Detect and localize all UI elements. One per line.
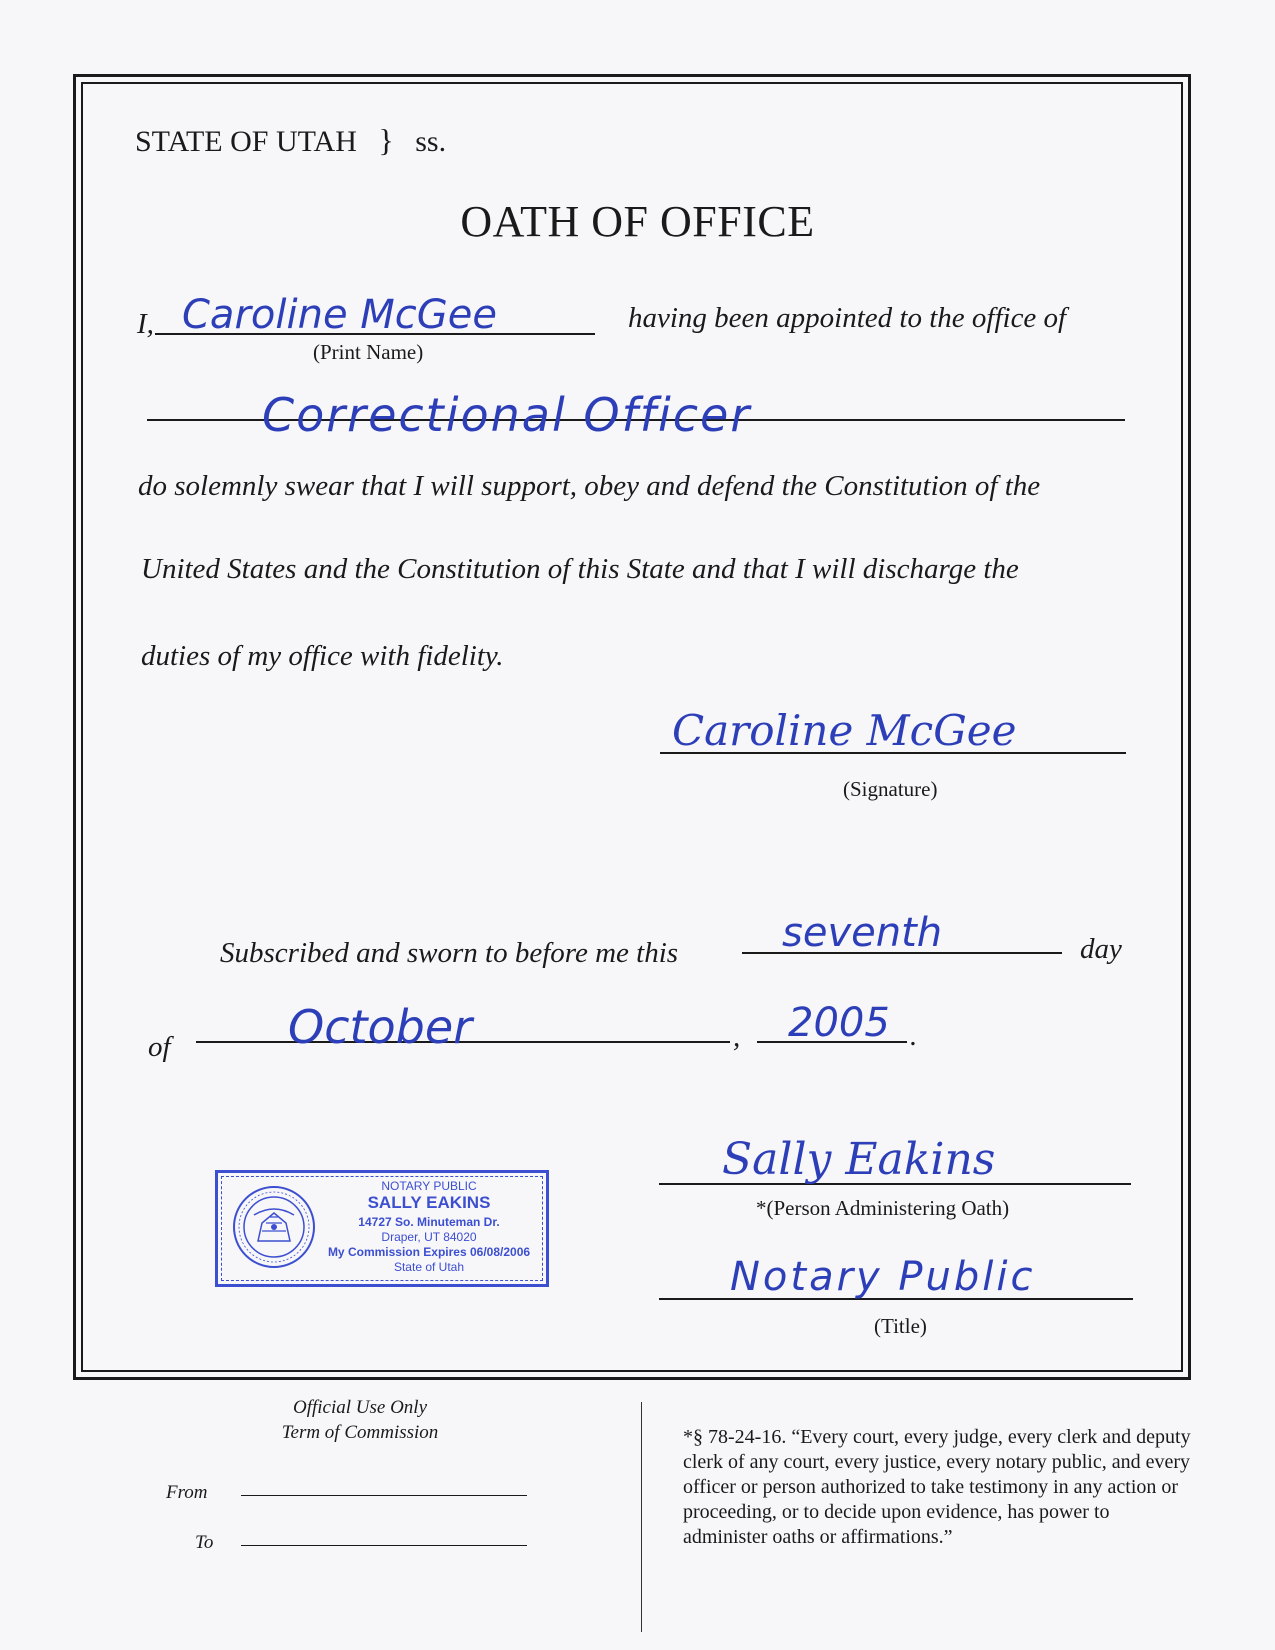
stamp-line-5: My Commission Expires 06/08/2006 <box>327 1245 531 1259</box>
notary-stamp <box>215 1170 549 1287</box>
footer-divider <box>641 1402 642 1632</box>
appointed-text: having been appointed to the office of <box>628 302 1067 334</box>
period-glyph: . <box>910 1020 918 1052</box>
state-seal-icon <box>232 1185 316 1269</box>
from-label: From <box>166 1482 208 1503</box>
document-title: OATH OF OFFICE <box>460 197 815 246</box>
office-handwritten: Correctional Officer <box>262 388 752 442</box>
state-label: STATE OF UTAH <box>135 125 357 158</box>
title-caption: (Title) <box>874 1314 927 1338</box>
to-line <box>241 1545 527 1546</box>
month-handwritten: October <box>288 1000 473 1054</box>
term-of-commission-title: Term of Commission <box>281 1422 439 1443</box>
official-use-title: Official Use Only <box>292 1397 428 1418</box>
of-label: of <box>148 1031 171 1063</box>
stamp-line-1: NOTARY PUBLIC <box>381 1179 477 1193</box>
oath-prefix: I, <box>137 308 154 340</box>
oath-line-2: United States and the Constitution of this State and that I will discharge the <box>141 553 1019 585</box>
oath-line-1: do solemnly swear that I will support, obey and defend the Constitution of the <box>138 470 1041 502</box>
day-label: day <box>1080 933 1122 965</box>
year-handwritten: 2005 <box>788 1000 890 1046</box>
stamp-line-2: SALLY EAKINS <box>367 1193 491 1212</box>
administering-handwritten: Sally Eakins <box>722 1134 996 1185</box>
statute-footnote: *§ 78-24-16. “Every court, every judge, every clerk and deputy clerk of any court, every justice, every notary public, and every officer or person authorized to take testimony in any action or proceeding, or to decide upon evidence, has power to administer oaths or affirmations.” <box>683 1426 1191 1548</box>
stamp-line-3: 14727 So. Minuteman Dr. <box>358 1215 500 1229</box>
stamp-line-6: State of Utah <box>393 1260 465 1274</box>
from-line <box>241 1495 527 1496</box>
brace-glyph: } <box>378 122 394 158</box>
signature-handwritten: Caroline McGee <box>672 706 1017 755</box>
administering-caption: *(Person Administering Oath) <box>756 1196 1010 1220</box>
comma-glyph: , <box>733 1021 741 1053</box>
oath-line-3: duties of my office with fidelity. <box>141 640 504 672</box>
to-label: To <box>195 1532 214 1553</box>
print-name-caption: (Print Name) <box>313 340 424 364</box>
stamp-line-4: Draper, UT 84020 <box>381 1230 477 1244</box>
ss-label: ss. <box>415 125 447 158</box>
day-handwritten: seventh <box>782 910 943 956</box>
signature-caption: (Signature) <box>843 777 938 801</box>
venue-header <box>135 122 446 159</box>
sworn-text: Subscribed and sworn to before me this <box>220 937 679 969</box>
print-name-handwritten: Caroline McGee <box>182 292 497 338</box>
title-handwritten: Notary Public <box>730 1254 1036 1300</box>
